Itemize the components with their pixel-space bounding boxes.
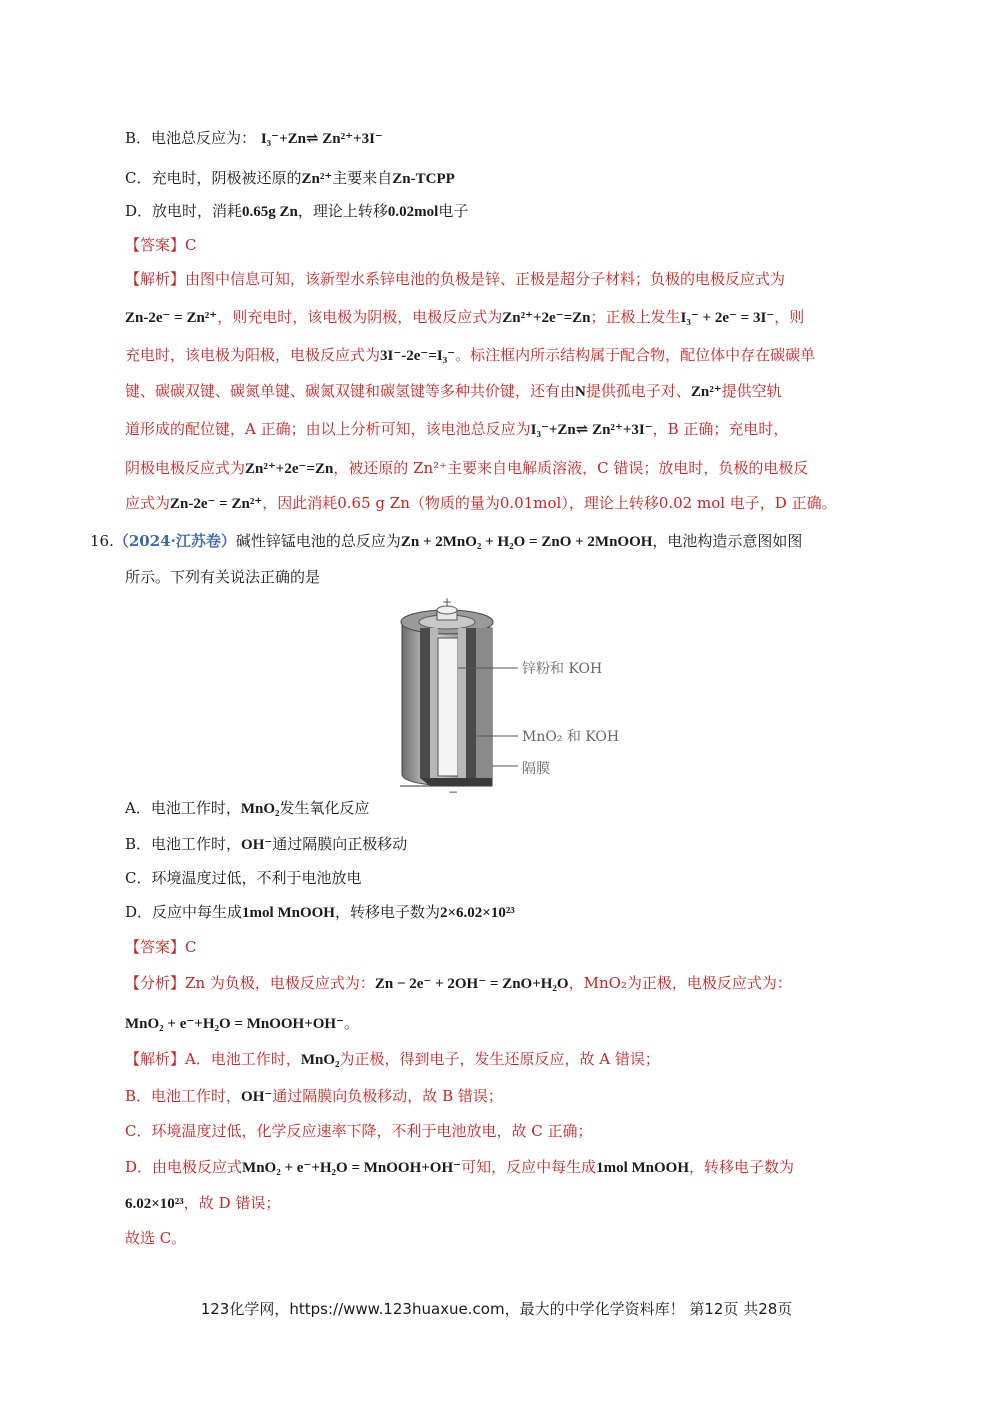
total-reaction-eq: I₃⁻+Zn⇌ Zn²⁺+3I⁻ [260, 131, 383, 147]
explanation-1-line-5: 道形成的配位键，A 正确；由以上分析可知，该电池总反应为I₃⁻+Zn⇌ Zn²⁺+3I⁻，B 正确；充电时， [125, 420, 789, 438]
option-c: C．充电时，阴极被还原的Zn²⁺主要来自Zn-TCPP [125, 169, 455, 187]
answer-1: 【答案】C [125, 236, 197, 254]
explanation-2-d-line-2: 6.02×10²³，故 D 错误； [125, 1194, 281, 1212]
label-zinc-koh: 锌粉和 KOH [522, 661, 603, 677]
explanation-2-d-line-1: D．由电极反应式MnO₂ + e⁻+H₂O = MnOOH+OH⁻可知，反应中每生成1mol MnOOH，转移电子数为 [125, 1158, 795, 1176]
q16-option-d: D．反应中每生成1mol MnOOH，转移电子数为2×6.02×10²³ [125, 903, 515, 921]
explanation-1-line-7: 应式为Zn-2e⁻ = Zn²⁺，因此消耗0.65 g Zn（物质的量为0.01mol），理论上转移0.02 mol 电子，D 正确。 [125, 494, 837, 512]
battery-diagram [400, 595, 640, 799]
question-16-line-2: 所示。下列有关说法正确的是 [125, 568, 321, 586]
label-separator: 隔膜 [522, 761, 550, 777]
q16-option-c: C．环境温度过低，不利于电池放电 [125, 869, 362, 887]
analysis-2-line-1: 【分析】Zn 为负极，电极反应式为：Zn − 2e⁻ + 2OH⁻ = ZnO+H₂O，MnO₂为正极，电极反应式为： [125, 974, 792, 992]
explanation-2-conclusion: 故选 C。 [125, 1229, 187, 1247]
explanation-1-line-1: 【解析】由图中信息可知，该新型水系锌电池的负极是锌、正极是超分子材料；负极的电极反应式为 [125, 270, 786, 288]
analysis-2-line-2: MnO₂ + e⁻+H₂O = MnOOH+OH⁻。 [125, 1014, 360, 1032]
explanation-1-line-3: 充电时，该电极为阳极，电极反应式为3I⁻-2e⁻=I₃⁻。标注框内所示结构属于配合物，配位体中存在碳碳单 [125, 346, 816, 364]
explanation-1-line-4: 键、碳碳双键、碳氮单键、碳氮双键和碳氢键等多种共价键，还有由N提供孤电子对、Zn²⁺提供空轨 [125, 382, 782, 400]
battery-cross-section [400, 595, 640, 799]
explanation-1-line-6: 阴极电极反应式为Zn²⁺+2e⁻=Zn，被还原的 Zn²⁺主要来自电解质溶液，C 错误；放电时，负极的电极反 [125, 459, 809, 477]
plus-terminal-label: + [442, 595, 453, 609]
explanation-2-c: C．环境温度过低，化学反应速率下降，不利于电池放电，故 C 正确； [125, 1122, 593, 1140]
q16-option-a: A．电池工作时，MnO₂发生氧化反应 [125, 799, 370, 817]
answer-2: 【答案】C [125, 938, 197, 956]
option-b: B．电池总反应为： I₃⁻+Zn⇌ Zn²⁺+3I⁻ [125, 129, 383, 147]
minus-terminal-label: − [448, 785, 459, 799]
explanation-2-b: B．电池工作时，OH⁻通过隔膜向负极移动，故 B 错误； [125, 1087, 503, 1105]
question-16-line-1: 16.（2024·江苏卷）碱性锌锰电池的总反应为Zn + 2MnO₂ + H₂O = ZnO + 2MnOOH，电池构造示意图如图 [90, 532, 803, 550]
q16-option-b: B．电池工作时，OH⁻通过隔膜向正极移动 [125, 835, 408, 853]
explanation-2-a: 【解析】A．电池工作时，MnO₂为正极，得到电子，发生还原反应，故 A 错误； [125, 1050, 660, 1068]
alkaline-battery-eq: Zn + 2MnO₂ + H₂O = ZnO + 2MnOOH [400, 534, 653, 550]
page-footer: 123化学网，https://www.123huaxue.com，最大的中学化学资料库！ 第12页 共28页 [200, 1300, 793, 1318]
label-mno2-koh: MnO₂ 和 KOH [522, 729, 620, 745]
explanation-1-line-2: Zn-2e⁻ = Zn²⁺，则充电时，该电极为阴极，电极反应式为Zn²⁺+2e⁻=Zn；正极上发生I₃⁻ + 2e⁻ = 3I⁻，则 [125, 308, 805, 326]
option-d: D．放电时，消耗0.65g Zn，理论上转移0.02mol电子 [125, 202, 469, 220]
